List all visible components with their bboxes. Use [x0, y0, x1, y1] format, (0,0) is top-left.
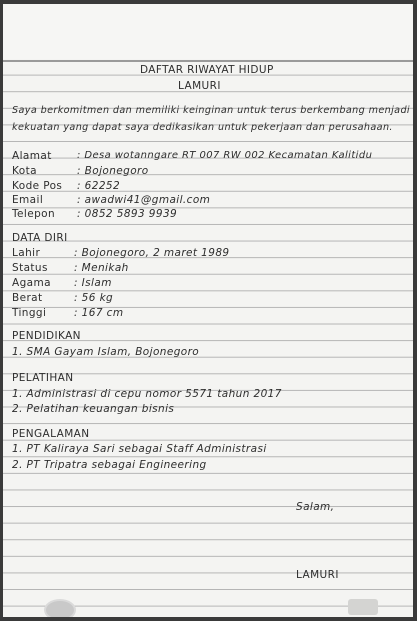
data-diri-heading: DATA DIRI — [12, 232, 68, 244]
pendidikan-heading: PENDIDIKAN — [12, 330, 81, 342]
pelatihan-heading: PELATIHAN — [12, 372, 74, 384]
paper-corner-mark — [348, 599, 378, 615]
paper-top-margin — [3, 4, 413, 59]
paper-sheet — [3, 4, 413, 617]
email-value: : awadwi41@gmail.com — [77, 194, 211, 206]
kode-pos-label: Kode Pos — [12, 180, 63, 192]
pengalaman-item-2: 2. PT Tripatra sebagai Engineering — [12, 459, 207, 471]
alamat-value: : Desa wotanngare RT 007 RW 002 Kecamatan Kalitidu — [77, 150, 373, 161]
paper-brand-logo — [44, 599, 76, 617]
telepon-value: : 0852 5893 9939 — [77, 208, 178, 220]
kode-pos-value: : 62252 — [77, 180, 121, 192]
intro-line-1: Saya berkomitmen dan memiliki keinginan untuk terus berkembang menjadi — [12, 105, 410, 116]
lahir-value: : Bojonegoro, 2 maret 1989 — [74, 247, 230, 259]
intro-line-2: kekuatan yang dapat saya dedikasikan untuk pekerjaan dan perusahaan. — [12, 122, 393, 133]
kota-value: : Bojonegoro — [77, 165, 149, 177]
pelatihan-item-1: 1. Administrasi di cepu nomor 5571 tahun 2017 — [12, 388, 282, 400]
kota-label: Kota — [12, 165, 37, 177]
pelatihan-item-2: 2. Pelatihan keuangan bisnis — [12, 403, 175, 415]
person-name: LAMURI — [178, 80, 221, 92]
email-label: Email — [12, 194, 44, 206]
pengalaman-item-1: 1. PT Kaliraya Sari sebagai Staff Administrasi — [12, 443, 267, 455]
tinggi-label: Tinggi — [12, 307, 47, 319]
status-value: : Menikah — [74, 262, 129, 274]
agama-value: : Islam — [74, 277, 112, 289]
pendidikan-item: 1. SMA Gayam Islam, Bojonegoro — [12, 346, 200, 358]
signature-name: LAMURI — [296, 569, 339, 581]
closing-greeting: Salam, — [296, 501, 335, 513]
document-title: DAFTAR RIWAYAT HIDUP — [140, 64, 274, 76]
telepon-label: Telepon — [12, 208, 56, 220]
berat-value: : 56 kg — [74, 292, 114, 304]
pengalaman-heading: PENGALAMAN — [12, 428, 90, 440]
status-label: Status — [12, 262, 48, 274]
lahir-label: Lahir — [12, 247, 41, 259]
tinggi-value: : 167 cm — [74, 307, 124, 319]
alamat-label: Alamat — [12, 150, 52, 162]
berat-label: Berat — [12, 292, 43, 304]
agama-label: Agama — [12, 277, 51, 289]
